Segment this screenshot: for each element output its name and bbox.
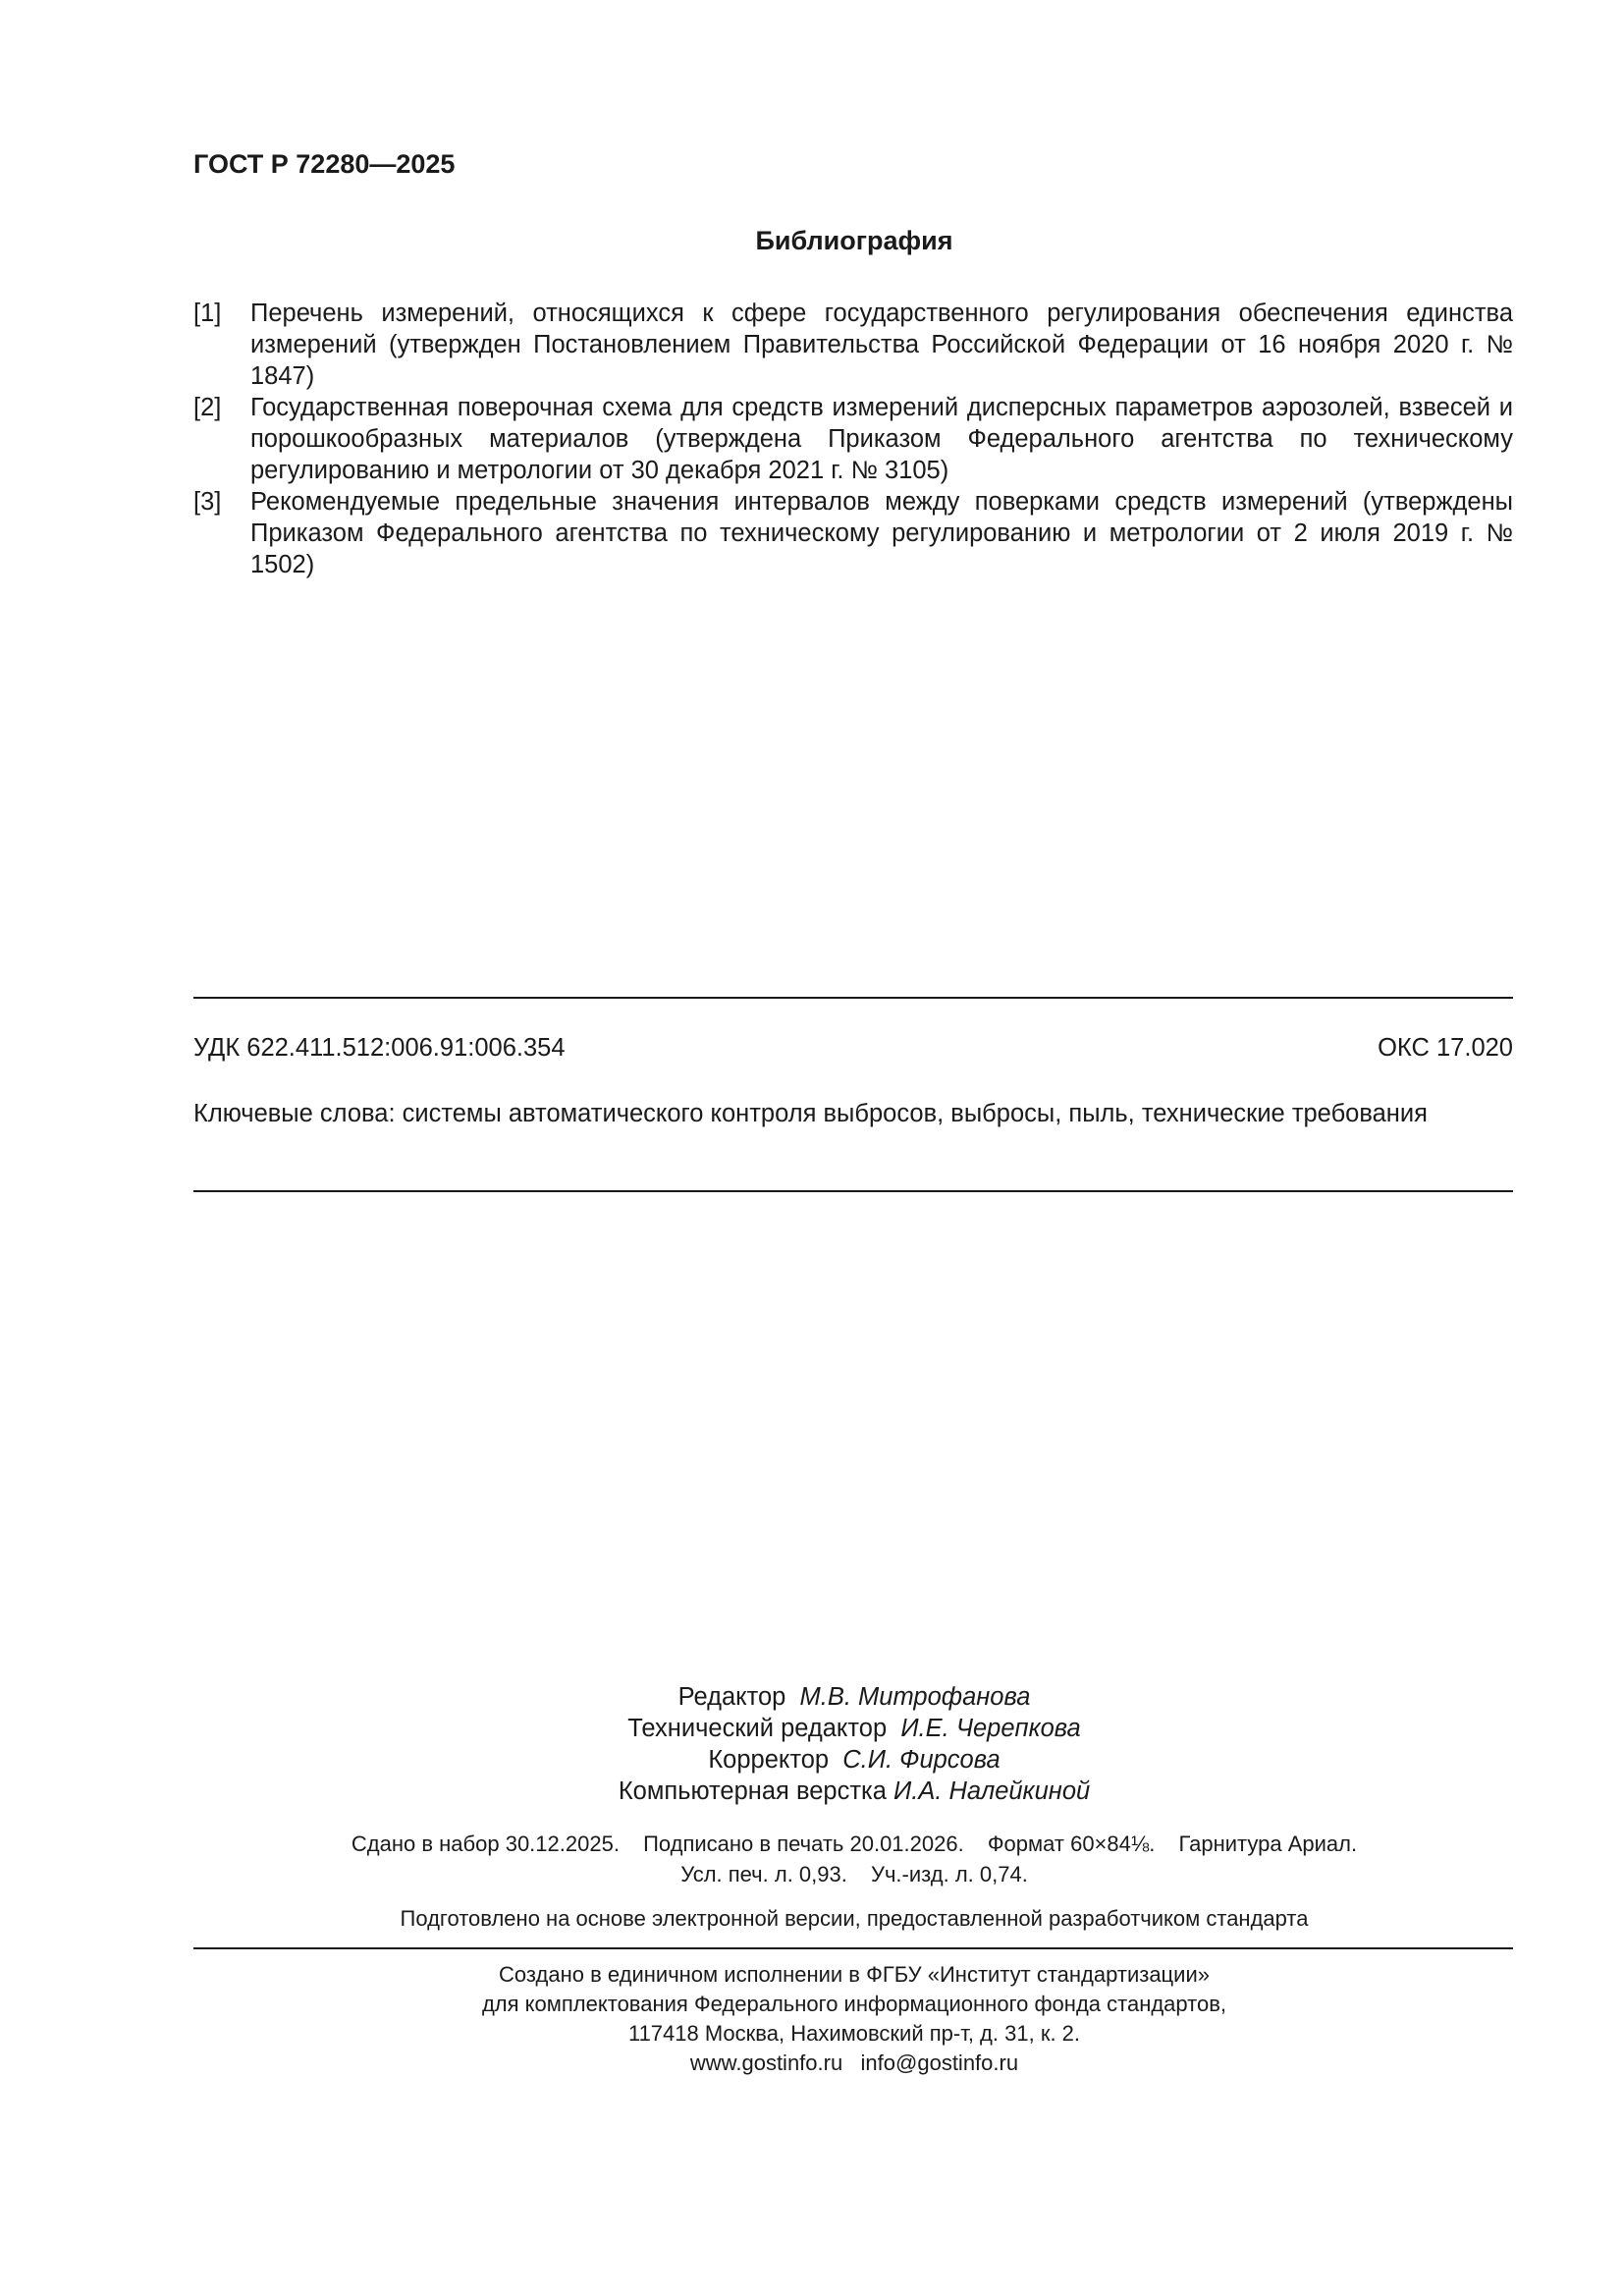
oks-code: ОКС 17.020 — [1378, 1034, 1513, 1062]
typeset-date: Сдано в набор 30.12.2025. — [351, 1831, 620, 1856]
print-info-line-1 — [0, 1829, 1623, 1859]
publisher-block — [0, 1960, 1623, 2078]
bibliography-item-number: [1] — [193, 300, 222, 327]
bibliography-item-number: [3] — [193, 488, 222, 516]
bibliography-item-number: [2] — [193, 394, 222, 421]
bibliography-list — [193, 298, 1513, 580]
paper-format: Формат 60×84⅛. — [987, 1831, 1156, 1856]
credit-role: Технический редактор — [627, 1715, 888, 1742]
bibliography-item — [193, 486, 1513, 580]
bibliography-item-text: Рекомендуемые предельные значения интервалов между поверками средств измерений (утверждены Приказом Федерального агентства по техническому регулированию и метрологии от 2 июля 2019 г. № 1502) — [250, 488, 1513, 578]
credit-name: И.Е. Черепкова — [900, 1715, 1081, 1742]
credit-role: Компьютерная верстка — [618, 1777, 887, 1805]
divider-keywords — [193, 1190, 1513, 1192]
standard-number: ГОСТ Р 72280—2025 — [193, 149, 456, 179]
divider-bottom — [193, 1947, 1513, 1949]
publisher-line: Создано в единичном исполнении в ФГБУ «Институт стандартизации» — [499, 1962, 1210, 1987]
divider-top — [193, 997, 1513, 999]
credit-name: И.А. Налейкиной — [893, 1777, 1091, 1805]
credit-layout — [0, 1776, 1623, 1807]
print-info-line-2 — [0, 1859, 1623, 1889]
website-link[interactable]: www.gostinfo.ru — [689, 2050, 843, 2075]
keywords: Ключевые слова: системы автоматического контроля выбросов, выбросы, пыль, технические требования — [193, 1100, 1428, 1127]
bibliography-item — [193, 298, 1513, 392]
publication-sheets: Уч.-изд. л. 0,74. — [870, 1862, 1028, 1886]
credit-role: Редактор — [677, 1683, 786, 1711]
credit-name: М.В. Митрофанова — [799, 1683, 1031, 1711]
email-link[interactable]: info@gostinfo.ru — [860, 2050, 1019, 2075]
bibliography-item-text: Перечень измерений, относящихся к сфере государственного регулирования обеспечения единства измерений (утвержден Постановлением Правительства Российской Федерации от 16 ноября 2020 г. № 1847) — [250, 300, 1513, 390]
bibliography-item-text: Государственная поверочная схема для средств измерений дисперсных параметров аэрозолей, взвесей и порошкообразных материалов (утверждена Приказом Федерального агентства по техническому регулированию и метрологии от 30 декабря 2021 г. № 3105) — [250, 394, 1513, 484]
prepared-note: Подготовлено на основе электронной версии, предоставленной разработчиком стандарта — [400, 1906, 1309, 1931]
udc-code: УДК 622.411.512:006.91:006.354 — [193, 1034, 566, 1062]
print-sheets: Усл. печ. л. 0,93. — [680, 1862, 847, 1886]
publisher-address: 117418 Москва, Нахимовский пр-т, д. 31, к. 2. — [627, 2021, 1081, 2046]
publisher-contacts — [0, 2049, 1623, 2078]
credit-editor — [0, 1681, 1623, 1713]
credit-corrector — [0, 1744, 1623, 1776]
credits-block — [0, 1681, 1623, 1807]
bibliography-item — [193, 392, 1513, 486]
typeface: Гарнитура Ариал. — [1178, 1831, 1358, 1856]
print-info — [0, 1829, 1623, 1889]
credit-role: Корректор — [708, 1746, 830, 1774]
credit-tech-editor — [0, 1713, 1623, 1744]
signed-date: Подписано в печать 20.01.2026. — [643, 1831, 964, 1856]
publisher-line: для комплектования Федерального информационного фонда стандартов, — [481, 1992, 1227, 2016]
credit-name: С.И. Фирсова — [842, 1746, 1001, 1774]
bibliography-title: Библиография — [755, 226, 953, 255]
